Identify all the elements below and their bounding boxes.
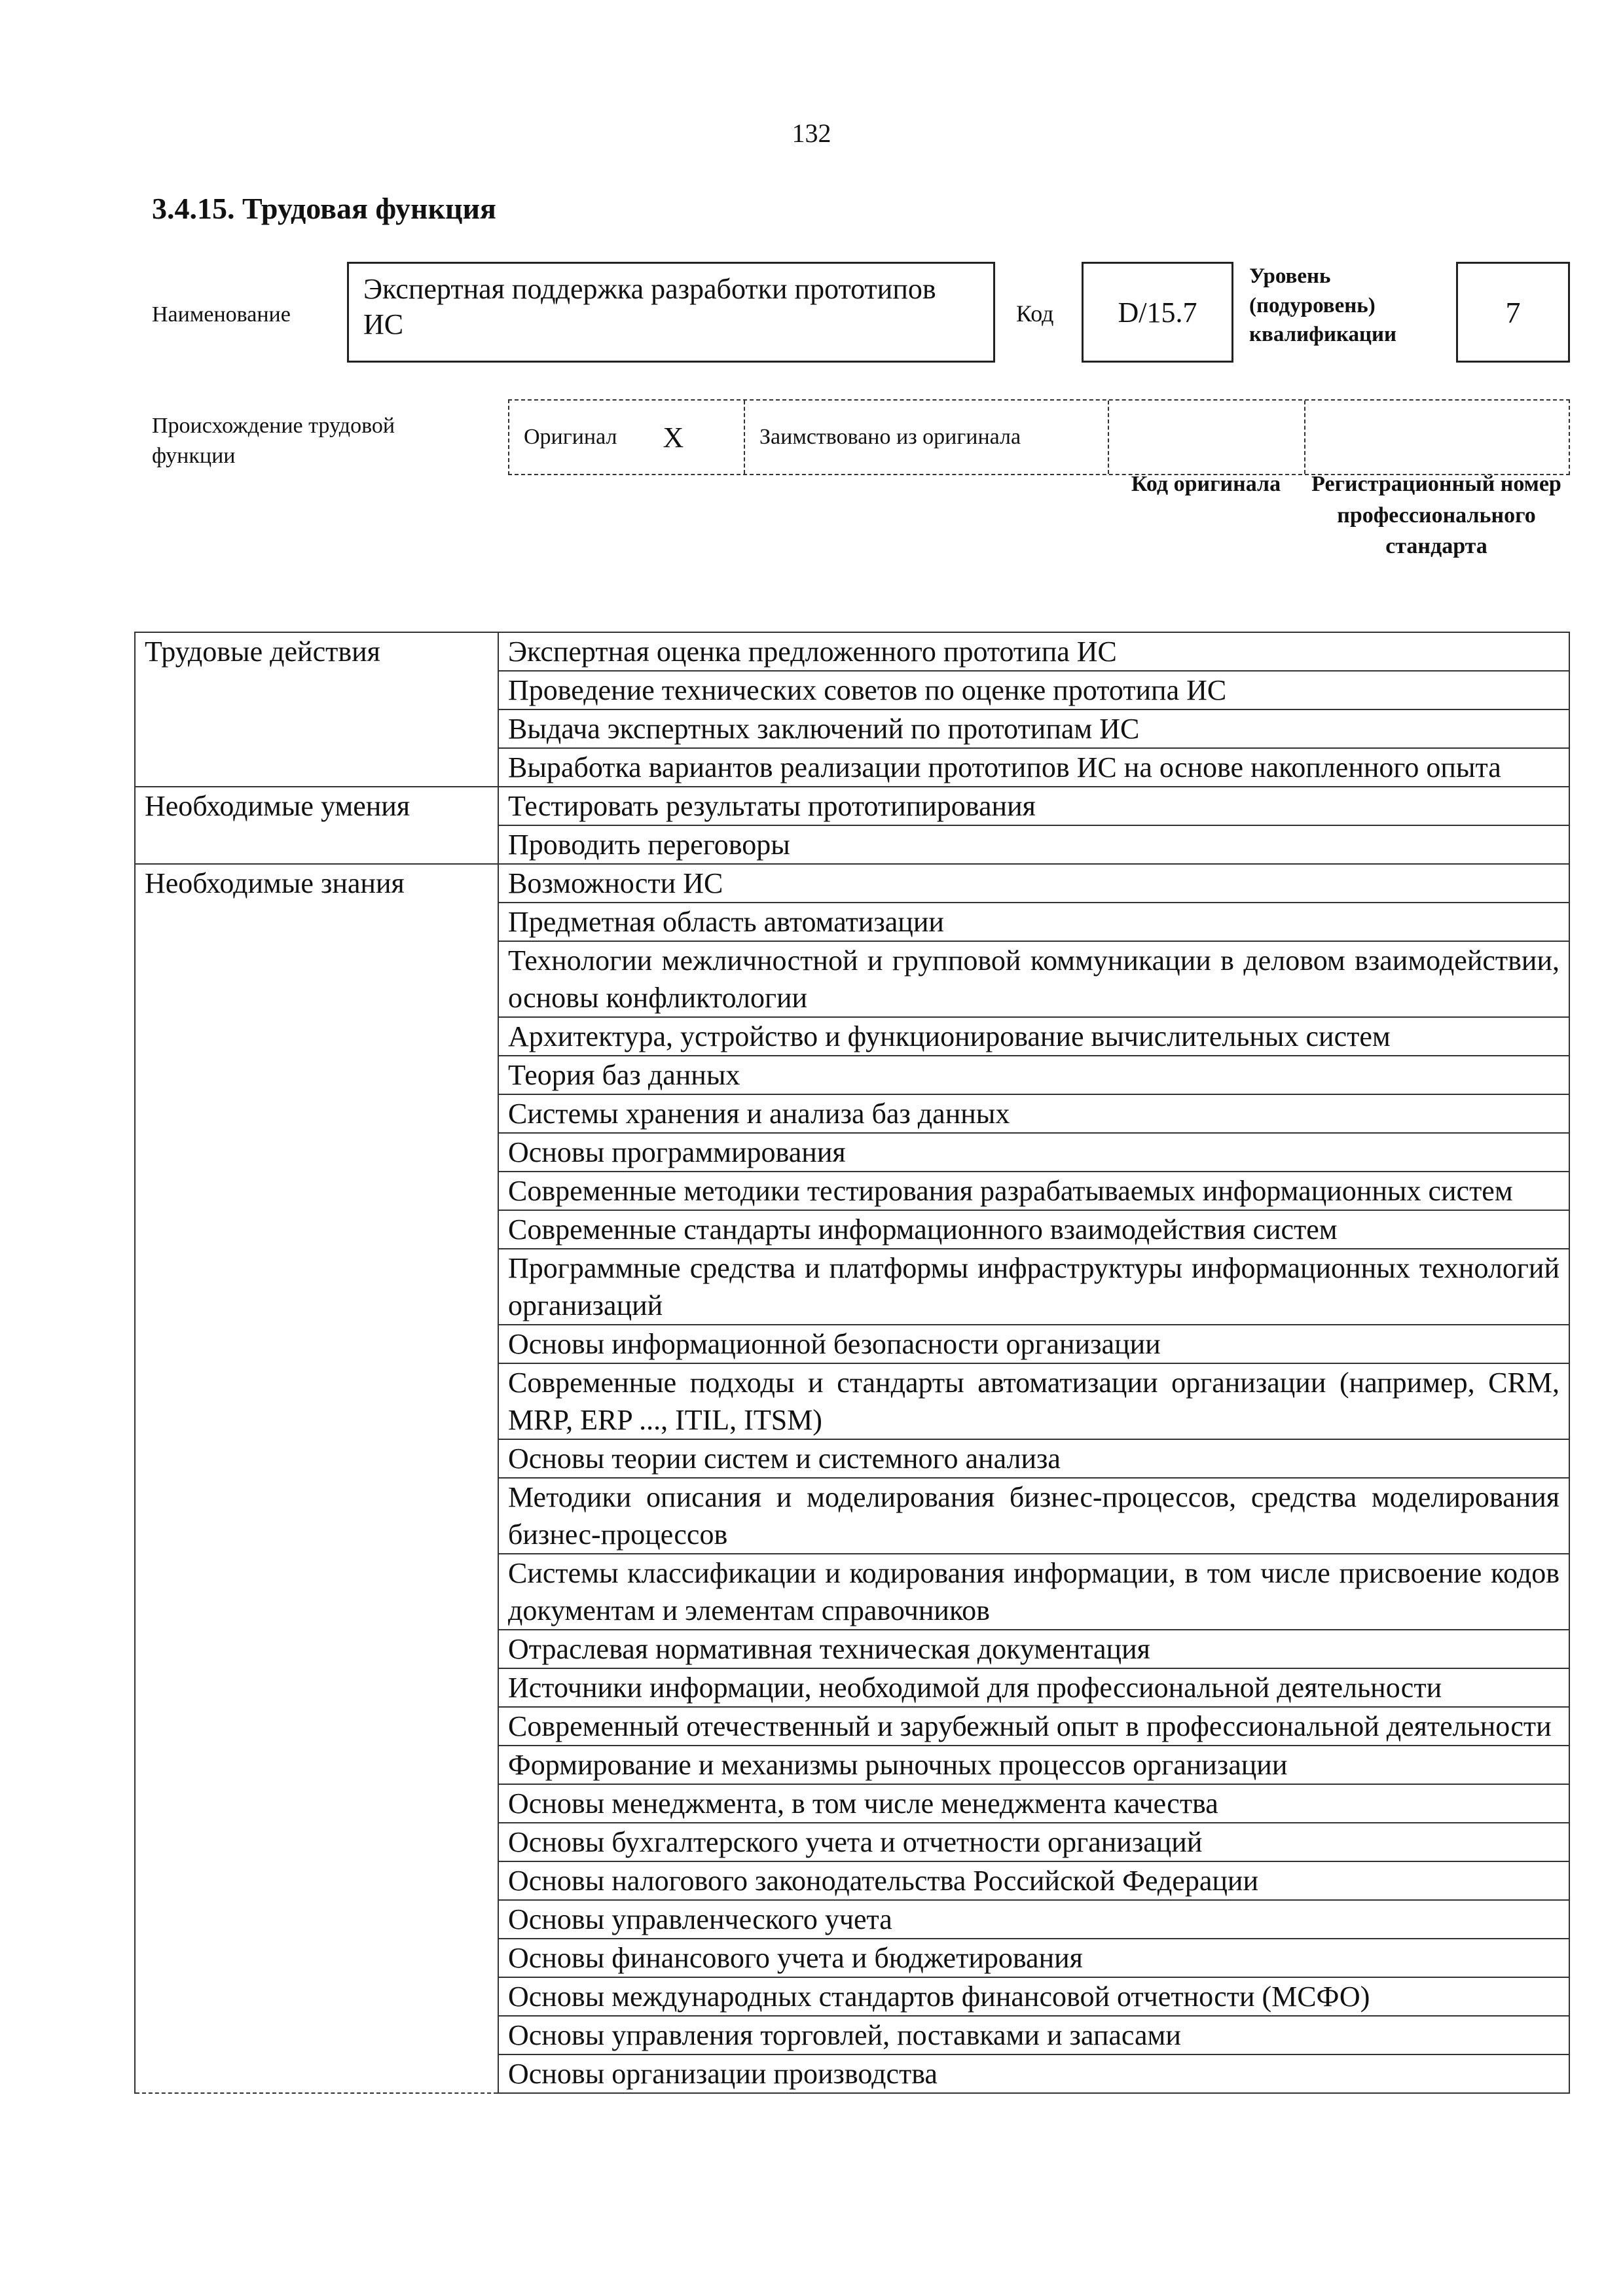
table-row (135, 864, 1569, 903)
origin-code-caption: Код оригинала (1131, 472, 1281, 496)
table-cell: Основы управленческого учета (498, 1900, 1569, 1939)
table-cell: Основы международных стандартов финансовой отчетности (МСФО) (498, 1977, 1569, 2016)
table-cell: Основы организации производства (498, 2054, 1569, 2093)
origin-reg-caption: Регистрационный номер профессионального стандарта (1311, 472, 1561, 559)
section-name: Необходимые умения (135, 787, 498, 864)
code-value: D/15.7 (1082, 262, 1233, 363)
origin-label: Происхождение трудовой функции (152, 414, 395, 468)
table-cell: Предметная область автоматизации (498, 903, 1569, 941)
table-cell: Выдача экспертных заключений по прототипам ИС (498, 709, 1569, 748)
origin-code-cell (1109, 401, 1305, 474)
table-row (135, 787, 1569, 825)
table-cell: Выработка вариантов реализации прототипов ИС на основе накопленного опыта (498, 748, 1569, 787)
origin-borrowed-cell: Заимствовано из оригинала (745, 401, 1109, 474)
table-cell: Источники информации, необходимой для профессиональной деятельности (498, 1668, 1569, 1707)
table-cell: Архитектура, устройство и функционирование вычислительных систем (498, 1017, 1569, 1056)
level-label: Уровень (подуровень) квалификации (1249, 264, 1397, 347)
table-cell: Методики описания и моделирования бизнес-процессов, средства моделирования бизнес-процессов (498, 1478, 1569, 1554)
table-cell: Системы хранения и анализа баз данных (498, 1094, 1569, 1133)
table-cell: Технологии межличностной и групповой коммуникации в деловом взаимодействии, основы конфликтологии (498, 941, 1569, 1017)
table-cell: Основы информационной безопасности организации (498, 1325, 1569, 1363)
origin-reg-cell (1305, 401, 1569, 474)
name-label: Наименование (152, 302, 291, 327)
table-cell: Основы программирования (498, 1133, 1569, 1172)
table-cell: Отраслевая нормативная техническая документация (498, 1630, 1569, 1668)
function-table (134, 632, 1570, 2094)
table-cell: Современные подходы и стандарты автоматизации организации (например, CRM, MRP, ERP ..., ITIL, ITSM) (498, 1363, 1569, 1439)
section-title: 3.4.15. Трудовая функция (152, 192, 496, 225)
origin-original-mark: X (663, 421, 684, 454)
table-row (135, 632, 1569, 671)
table-cell: Основы управления торговлей, поставками и запасами (498, 2016, 1569, 2054)
table-cell: Возможности ИС (498, 864, 1569, 903)
table-cell: Современные методики тестирования разрабатываемых информационных систем (498, 1172, 1569, 1210)
level-value: 7 (1456, 262, 1570, 363)
origin-original-cell (509, 401, 745, 474)
origin-original-label: Оригинал (524, 425, 617, 449)
table-cell: Современный отечественный и зарубежный опыт в профессиональной деятельности (498, 1707, 1569, 1746)
table-cell: Тестировать результаты прототипирования (498, 787, 1569, 825)
table-cell: Проведение технических советов по оценке прототипа ИС (498, 671, 1569, 709)
page-number: 132 (792, 118, 831, 148)
table-cell: Проводить переговоры (498, 825, 1569, 864)
origin-row (508, 399, 1570, 475)
table-cell: Основы налогового законодательства Российской Федерации (498, 1861, 1569, 1900)
section-name: Трудовые действия (135, 632, 498, 787)
table-cell: Экспертная оценка предложенного прототипа ИС (498, 632, 1569, 671)
table-cell: Теория баз данных (498, 1056, 1569, 1094)
table-cell: Основы теории систем и системного анализа (498, 1439, 1569, 1478)
code-label: Код (1016, 300, 1054, 327)
table-cell: Программные средства и платформы инфраструктуры информационных технологий организаций (498, 1249, 1569, 1325)
table-cell: Основы менеджмента, в том числе менеджмента качества (498, 1784, 1569, 1823)
table-cell: Системы классификации и кодирования информации, в том числе присвоение кодов документам и элементам справочников (498, 1554, 1569, 1630)
table-cell: Формирование и механизмы рыночных процессов организации (498, 1746, 1569, 1784)
name-value: Экспертная поддержка разработки прототипов ИС (347, 262, 995, 363)
table-cell: Основы финансового учета и бюджетирования (498, 1939, 1569, 1977)
section-name: Необходимые знания (135, 864, 498, 2093)
table-cell: Основы бухгалтерского учета и отчетности организаций (498, 1823, 1569, 1861)
table-cell: Современные стандарты информационного взаимодействия систем (498, 1210, 1569, 1249)
